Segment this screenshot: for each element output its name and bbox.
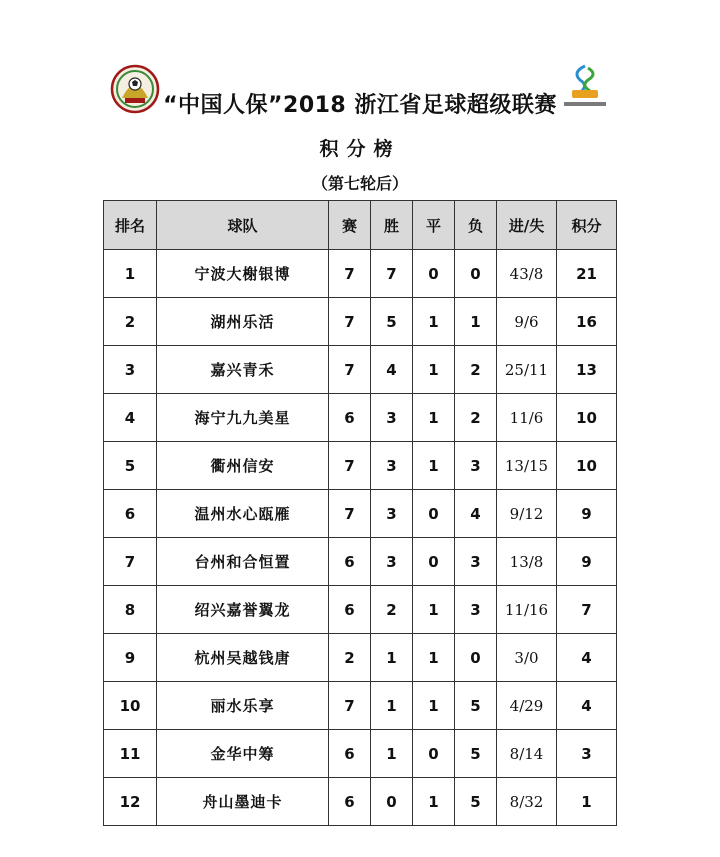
played-cell: 6 [329, 778, 371, 826]
drawn-cell: 1 [413, 442, 455, 490]
played-cell: 6 [329, 394, 371, 442]
played-cell: 6 [329, 730, 371, 778]
header-played: 赛 [329, 201, 371, 250]
played-cell: 2 [329, 634, 371, 682]
won-cell: 3 [371, 394, 413, 442]
goals-cell: 9/12 [497, 490, 557, 538]
table-header-row [104, 201, 617, 250]
team-cell: 湖州乐活 [157, 298, 329, 346]
table-row [104, 490, 617, 538]
lost-cell: 5 [455, 778, 497, 826]
lost-cell: 3 [455, 442, 497, 490]
goals-cell: 3/0 [497, 634, 557, 682]
team-cell: 杭州吴越钱唐 [157, 634, 329, 682]
team-cell: 金华中筹 [157, 730, 329, 778]
points-cell: 10 [557, 394, 617, 442]
rank-cell: 4 [104, 394, 157, 442]
team-cell: 丽水乐享 [157, 682, 329, 730]
lost-cell: 0 [455, 250, 497, 298]
drawn-cell: 1 [413, 682, 455, 730]
points-cell: 16 [557, 298, 617, 346]
won-cell: 7 [371, 250, 413, 298]
points-cell: 7 [557, 586, 617, 634]
rank-cell: 9 [104, 634, 157, 682]
won-cell: 4 [371, 346, 413, 394]
header-drawn: 平 [413, 201, 455, 250]
lost-cell: 3 [455, 586, 497, 634]
won-cell: 3 [371, 442, 413, 490]
won-cell: 1 [371, 730, 413, 778]
points-cell: 3 [557, 730, 617, 778]
rank-cell: 5 [104, 442, 157, 490]
goals-cell: 13/8 [497, 538, 557, 586]
team-cell: 嘉兴青禾 [157, 346, 329, 394]
points-cell: 21 [557, 250, 617, 298]
played-cell: 7 [329, 490, 371, 538]
lost-cell: 5 [455, 730, 497, 778]
drawn-cell: 1 [413, 298, 455, 346]
goals-cell: 11/6 [497, 394, 557, 442]
rank-cell: 2 [104, 298, 157, 346]
played-cell: 7 [329, 250, 371, 298]
header-team: 球队 [157, 201, 329, 250]
header-points: 积分 [557, 201, 617, 250]
goals-cell: 8/32 [497, 778, 557, 826]
lost-cell: 0 [455, 634, 497, 682]
lost-cell: 1 [455, 298, 497, 346]
header-goals: 进/失 [497, 201, 557, 250]
table-row [104, 538, 617, 586]
table-row [104, 778, 617, 826]
lost-cell: 4 [455, 490, 497, 538]
goals-cell: 13/15 [497, 442, 557, 490]
rank-cell: 8 [104, 586, 157, 634]
team-cell: 绍兴嘉誉翼龙 [157, 586, 329, 634]
round-note: （第七轮后） [311, 174, 408, 193]
team-cell: 衢州信安 [157, 442, 329, 490]
rank-cell: 6 [104, 490, 157, 538]
drawn-cell: 0 [413, 730, 455, 778]
played-cell: 7 [329, 298, 371, 346]
standings-table [103, 200, 617, 826]
table-row [104, 634, 617, 682]
played-cell: 7 [329, 346, 371, 394]
won-cell: 1 [371, 634, 413, 682]
team-cell: 台州和合恒置 [157, 538, 329, 586]
team-cell: 温州水心瓯雁 [157, 490, 329, 538]
page-title: “中国人保”2018 浙江省足球超级联赛 [163, 93, 557, 118]
page-subtitle: 积分榜 [319, 138, 401, 160]
drawn-cell: 1 [413, 394, 455, 442]
team-cell: 宁波大榭银博 [157, 250, 329, 298]
team-cell: 舟山墨迪卡 [157, 778, 329, 826]
header-rank: 排名 [104, 201, 157, 250]
goals-cell: 11/16 [497, 586, 557, 634]
won-cell: 0 [371, 778, 413, 826]
header-lost: 负 [455, 201, 497, 250]
rank-cell: 7 [104, 538, 157, 586]
played-cell: 6 [329, 538, 371, 586]
points-cell: 4 [557, 634, 617, 682]
lost-cell: 3 [455, 538, 497, 586]
team-cell: 海宁九九美星 [157, 394, 329, 442]
table-row [104, 586, 617, 634]
points-cell: 1 [557, 778, 617, 826]
won-cell: 5 [371, 298, 413, 346]
lost-cell: 2 [455, 394, 497, 442]
goals-cell: 25/11 [497, 346, 557, 394]
table-row [104, 298, 617, 346]
drawn-cell: 1 [413, 778, 455, 826]
table-row [104, 394, 617, 442]
won-cell: 3 [371, 538, 413, 586]
rank-cell: 3 [104, 346, 157, 394]
drawn-cell: 1 [413, 634, 455, 682]
table-row [104, 442, 617, 490]
goals-cell: 9/6 [497, 298, 557, 346]
rank-cell: 10 [104, 682, 157, 730]
points-cell: 13 [557, 346, 617, 394]
played-cell: 7 [329, 442, 371, 490]
points-cell: 4 [557, 682, 617, 730]
rank-cell: 1 [104, 250, 157, 298]
drawn-cell: 0 [413, 490, 455, 538]
rank-cell: 12 [104, 778, 157, 826]
rank-cell: 11 [104, 730, 157, 778]
goals-cell: 4/29 [497, 682, 557, 730]
drawn-cell: 1 [413, 586, 455, 634]
table-row [104, 682, 617, 730]
points-cell: 10 [557, 442, 617, 490]
table-row [104, 346, 617, 394]
drawn-cell: 0 [413, 250, 455, 298]
played-cell: 6 [329, 586, 371, 634]
won-cell: 1 [371, 682, 413, 730]
table-row [104, 250, 617, 298]
won-cell: 2 [371, 586, 413, 634]
drawn-cell: 1 [413, 346, 455, 394]
played-cell: 7 [329, 682, 371, 730]
lost-cell: 2 [455, 346, 497, 394]
lost-cell: 5 [455, 682, 497, 730]
points-cell: 9 [557, 490, 617, 538]
header-won: 胜 [371, 201, 413, 250]
table-row [104, 730, 617, 778]
points-cell: 9 [557, 538, 617, 586]
won-cell: 3 [371, 490, 413, 538]
goals-cell: 43/8 [497, 250, 557, 298]
goals-cell: 8/14 [497, 730, 557, 778]
drawn-cell: 0 [413, 538, 455, 586]
